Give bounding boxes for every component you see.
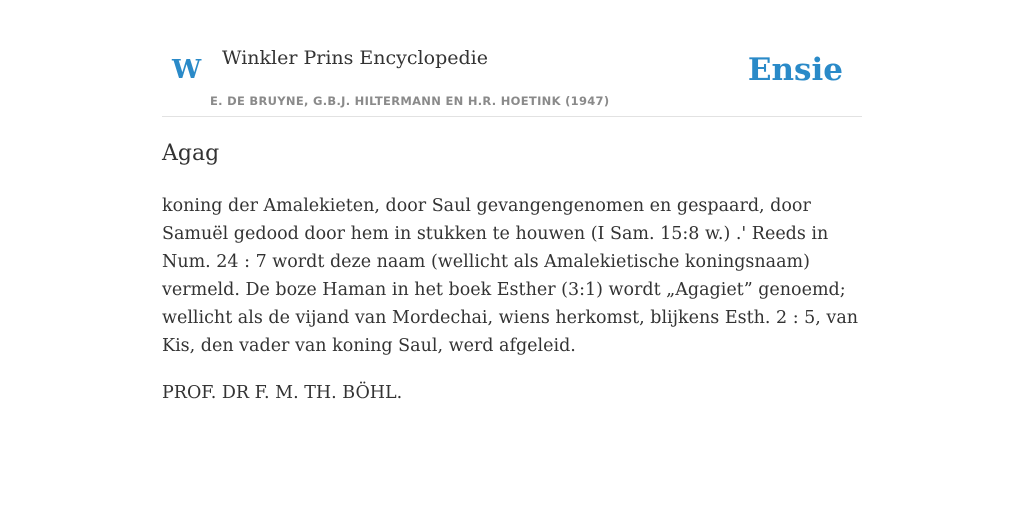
book-title[interactable]: Winkler Prins Encyclopedie — [222, 47, 488, 69]
header — [162, 0, 862, 117]
ensie-logo[interactable]: Ensie — [747, 52, 843, 88]
page-container — [162, 0, 862, 403]
book-authors: E. DE BRUYNE, G.B.J. HILTERMANN EN H.R. HOETINK (1947) — [210, 94, 610, 108]
entry-author: PROF. DR F. M. TH. BÖHL. — [162, 383, 403, 403]
entry-title: Agag — [162, 141, 220, 166]
encyclopedia-logo[interactable]: W — [172, 55, 202, 85]
entry-body: koning der Amalekieten, door Saul gevangengenomen en gespaard, door Samuël gedood door hem in stukken te houwen (I Sam. 15:8 w.) .' Reeds in Num. 24 : 7 wordt deze naam (wellicht als Amalekietische koningsnaam) vermeld. De boze Haman in het boek Esther (3:1) wordt „Agagiet” genoemd; wellicht als de vijand van Mordechai, wiens herkomst, blijkens Esth. 2 : 5, van Kis, den vader van koning Saul, werd afgeleid. — [162, 196, 859, 356]
